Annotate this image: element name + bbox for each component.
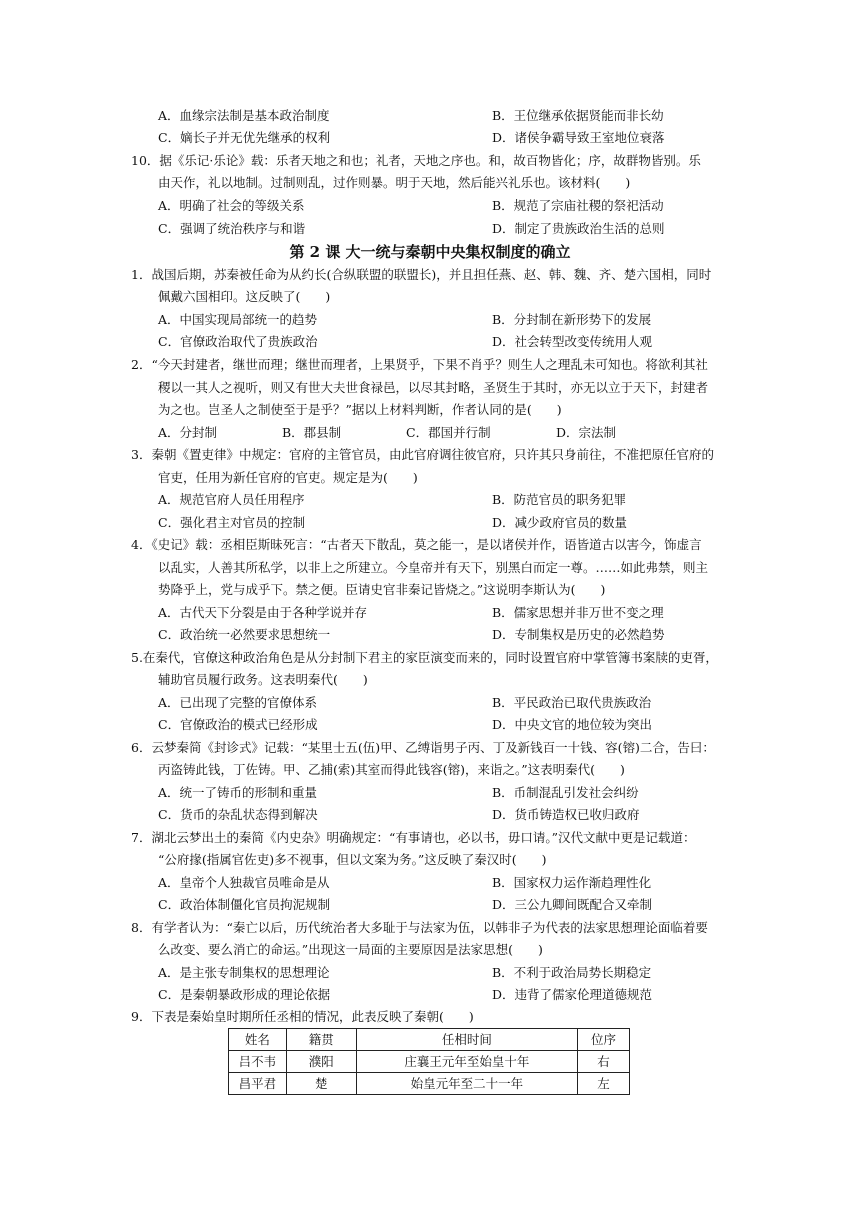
option-c: C．郡国并行制	[406, 425, 491, 440]
option-d: D．三公九卿间既配合又牵制	[492, 897, 653, 912]
question-7-stem-cont: “公府掾(指属官佐吏)多不视事，但以文案为务。”这反映了秦汉时( )	[158, 852, 547, 867]
table-cell: 左	[578, 1073, 630, 1095]
option-c: C．政治统一必然要求思想统一	[158, 627, 331, 642]
option-d: D．专制集权是历史的必然趋势	[492, 627, 665, 642]
option-d: D．诸侯争霸导致王室地位衰落	[492, 130, 665, 145]
option-d: D．社会转型改变传统用人观	[492, 334, 653, 349]
question-4-stem: 4．《史记》载：丞相臣斯昧死言：“古者天下散乱，莫之能一，是以诸侯并作，语皆道古以害今，饰虚言	[131, 537, 702, 552]
question-8-stem-cont: 么改变、要么消亡的命运。”出现这一局面的主要原因是法家思想( )	[158, 942, 543, 957]
question-2-stem-cont: 为之也。岂圣人之制使至于是乎？”据以上材料判断，作者认同的是( )	[158, 402, 562, 417]
option-b: B．郡县制	[282, 425, 342, 440]
option-a: A．古代天下分裂是由于各种学说并存	[158, 605, 368, 620]
question-1-stem-cont: 佩戴六国相印。这反映了( )	[158, 289, 331, 304]
table-row	[229, 1051, 630, 1073]
table-header-row	[229, 1029, 630, 1051]
question-6-stem-cont: 丙盗铸此钱，丁佐铸。甲、乙捕(索)其室而得此钱容(镕)，来诣之。”这表明秦代( )	[158, 762, 625, 777]
option-c: C．强调了统治秩序与和谐	[158, 221, 306, 236]
option-a: A．明确了社会的等级关系	[158, 198, 305, 213]
option-a: A．统一了铸币的形制和重量	[158, 785, 318, 800]
option-a: A．是主张专制集权的思想理论	[158, 965, 330, 980]
question-3-stem: 3．秦朝《置吏律》中规定：官府的主管官员，由此官府调往彼官府，只许其只身前往，不准把原任官府的	[131, 447, 714, 462]
question-8-stem: 8．有学者认为：“秦亡以后，历代统治者大多耻于与法家为伍，以韩非子为代表的法家思想理论面临着要	[131, 920, 708, 935]
option-c: C．政治体制僵化官员拘泥规制	[158, 897, 331, 912]
table-header-cell: 位序	[578, 1029, 630, 1051]
option-b: B．规范了宗庙社稷的祭祀活动	[492, 198, 664, 213]
option-c: C．是秦朝暴政形成的理论依据	[158, 987, 331, 1002]
question-10-stem-cont: 由天作，礼以地制。过制则乱，过作则暴。明于天地，然后能兴礼乐也。该材料( )	[158, 175, 631, 190]
option-a: A．中国实现局部统一的趋势	[158, 312, 318, 327]
option-b: B．平民政治已取代贵族政治	[492, 695, 652, 710]
option-a: A．规范官府人员任用程序	[158, 492, 305, 507]
option-b: B．王位继承依据贤能而非长幼	[492, 108, 664, 123]
question-7-stem: 7．湖北云梦出土的秦简《内史杂》明确规定：“有事请也，必以书，毋口请。”汉代文献中更是记载道：	[131, 830, 696, 845]
table-header-cell: 姓名	[229, 1029, 287, 1051]
option-d: D．减少政府官员的数量	[492, 515, 628, 530]
question-9-stem: 9．下表是秦始皇时期所任丞相的情况，此表反映了秦朝( )	[131, 1009, 474, 1024]
table-cell: 吕不韦	[229, 1051, 287, 1073]
option-c: C．嫡长子并无优先继承的权利	[158, 130, 331, 145]
option-c: C．货币的杂乱状态得到解决	[158, 807, 318, 822]
option-d: D．货币铸造权已收归政府	[492, 807, 640, 822]
table-cell: 楚	[286, 1073, 356, 1095]
option-d: D．中央文官的地位较为突出	[492, 717, 653, 732]
question-4-stem-cont: 势降乎上，党与成乎下。禁之便。臣请史官非秦记皆烧之。”这说明李斯认为( )	[158, 582, 606, 597]
option-a: A．分封制	[158, 425, 218, 440]
lesson-title: 第 2 课 大一统与秦朝中央集权制度的确立	[289, 243, 571, 261]
table-row	[229, 1073, 630, 1095]
question-2-stem-cont: 稷以一其人之视听，则又有世大夫世食禄邑，以尽其封略，圣贤生于其时，亦无以立于天下，封建者	[158, 380, 709, 395]
table-cell: 昌平君	[229, 1073, 287, 1095]
table-cell: 濮阳	[286, 1051, 356, 1073]
question-5-stem-cont: 辅助官员履行政务。这表明秦代( )	[158, 672, 368, 687]
option-d: D．制定了贵族政治生活的总则	[492, 221, 665, 236]
option-d: D．宗法制	[556, 425, 617, 440]
table-cell: 始皇元年至二十一年	[356, 1073, 577, 1095]
option-b: B．币制混乱引发社会纠纷	[492, 785, 639, 800]
option-c: C．官僚政治取代了贵族政治	[158, 334, 318, 349]
question-4-stem-cont: 以乱实，人善其所私学，以非上之所建立。今皇帝并有天下，别黑白而定一尊。……如此弗禁，则主	[158, 560, 709, 575]
option-c: C．强化君主对官员的控制	[158, 515, 306, 530]
option-b: B．儒家思想并非万世不变之理	[492, 605, 664, 620]
table-header-cell: 任相时间	[356, 1029, 577, 1051]
option-b: B．防范官员的职务犯罪	[492, 492, 627, 507]
question-5-stem: 5.在秦代，官僚这种政治角色是从分封制下君主的家臣演变而来的，同时设置官府中掌管簿书案牍的吏胥，	[131, 650, 718, 665]
option-a: A．皇帝个人独裁官员唯命是从	[158, 875, 330, 890]
option-b: B．不利于政治局势长期稳定	[492, 965, 652, 980]
option-b: B．国家权力运作渐趋理性化	[492, 875, 652, 890]
option-c: C．官僚政治的模式已经形成	[158, 717, 318, 732]
chancellor-table	[228, 1028, 630, 1095]
option-a: A．血缘宗法制是基本政治制度	[158, 108, 330, 123]
question-10-stem: 10．据《乐记·乐论》载：乐者天地之和也；礼者，天地之序也。和，故百物皆化；序，故群物皆别。乐	[131, 153, 701, 168]
option-d: D．违背了儒家伦理道德规范	[492, 987, 653, 1002]
question-6-stem: 6．云梦秦简《封诊式》记载：“某里士五(伍)甲、乙缚诣男子丙、丁及新钱百一十钱、容(镕)二合，告曰：	[131, 740, 715, 755]
question-1-stem: 1．战国后期，苏秦被任命为从约长(合纵联盟的联盟长)，并且担任燕、赵、韩、魏、齐、楚六国相，同时	[131, 267, 712, 282]
table-cell: 右	[578, 1051, 630, 1073]
question-3-stem-cont: 官吏，任用为新任官府的官吏。规定是为( )	[158, 470, 418, 485]
question-2-stem: 2．“今天封建者，继世而理；继世而理者，上果贤乎，下果不肖乎？则生人之理乱未可知也。将欲利其社	[131, 357, 708, 372]
table-cell: 庄襄王元年至始皇十年	[356, 1051, 577, 1073]
option-b: B．分封制在新形势下的发展	[492, 312, 652, 327]
table-header-cell: 籍贯	[286, 1029, 356, 1051]
option-a: A．已出现了完整的官僚体系	[158, 695, 318, 710]
